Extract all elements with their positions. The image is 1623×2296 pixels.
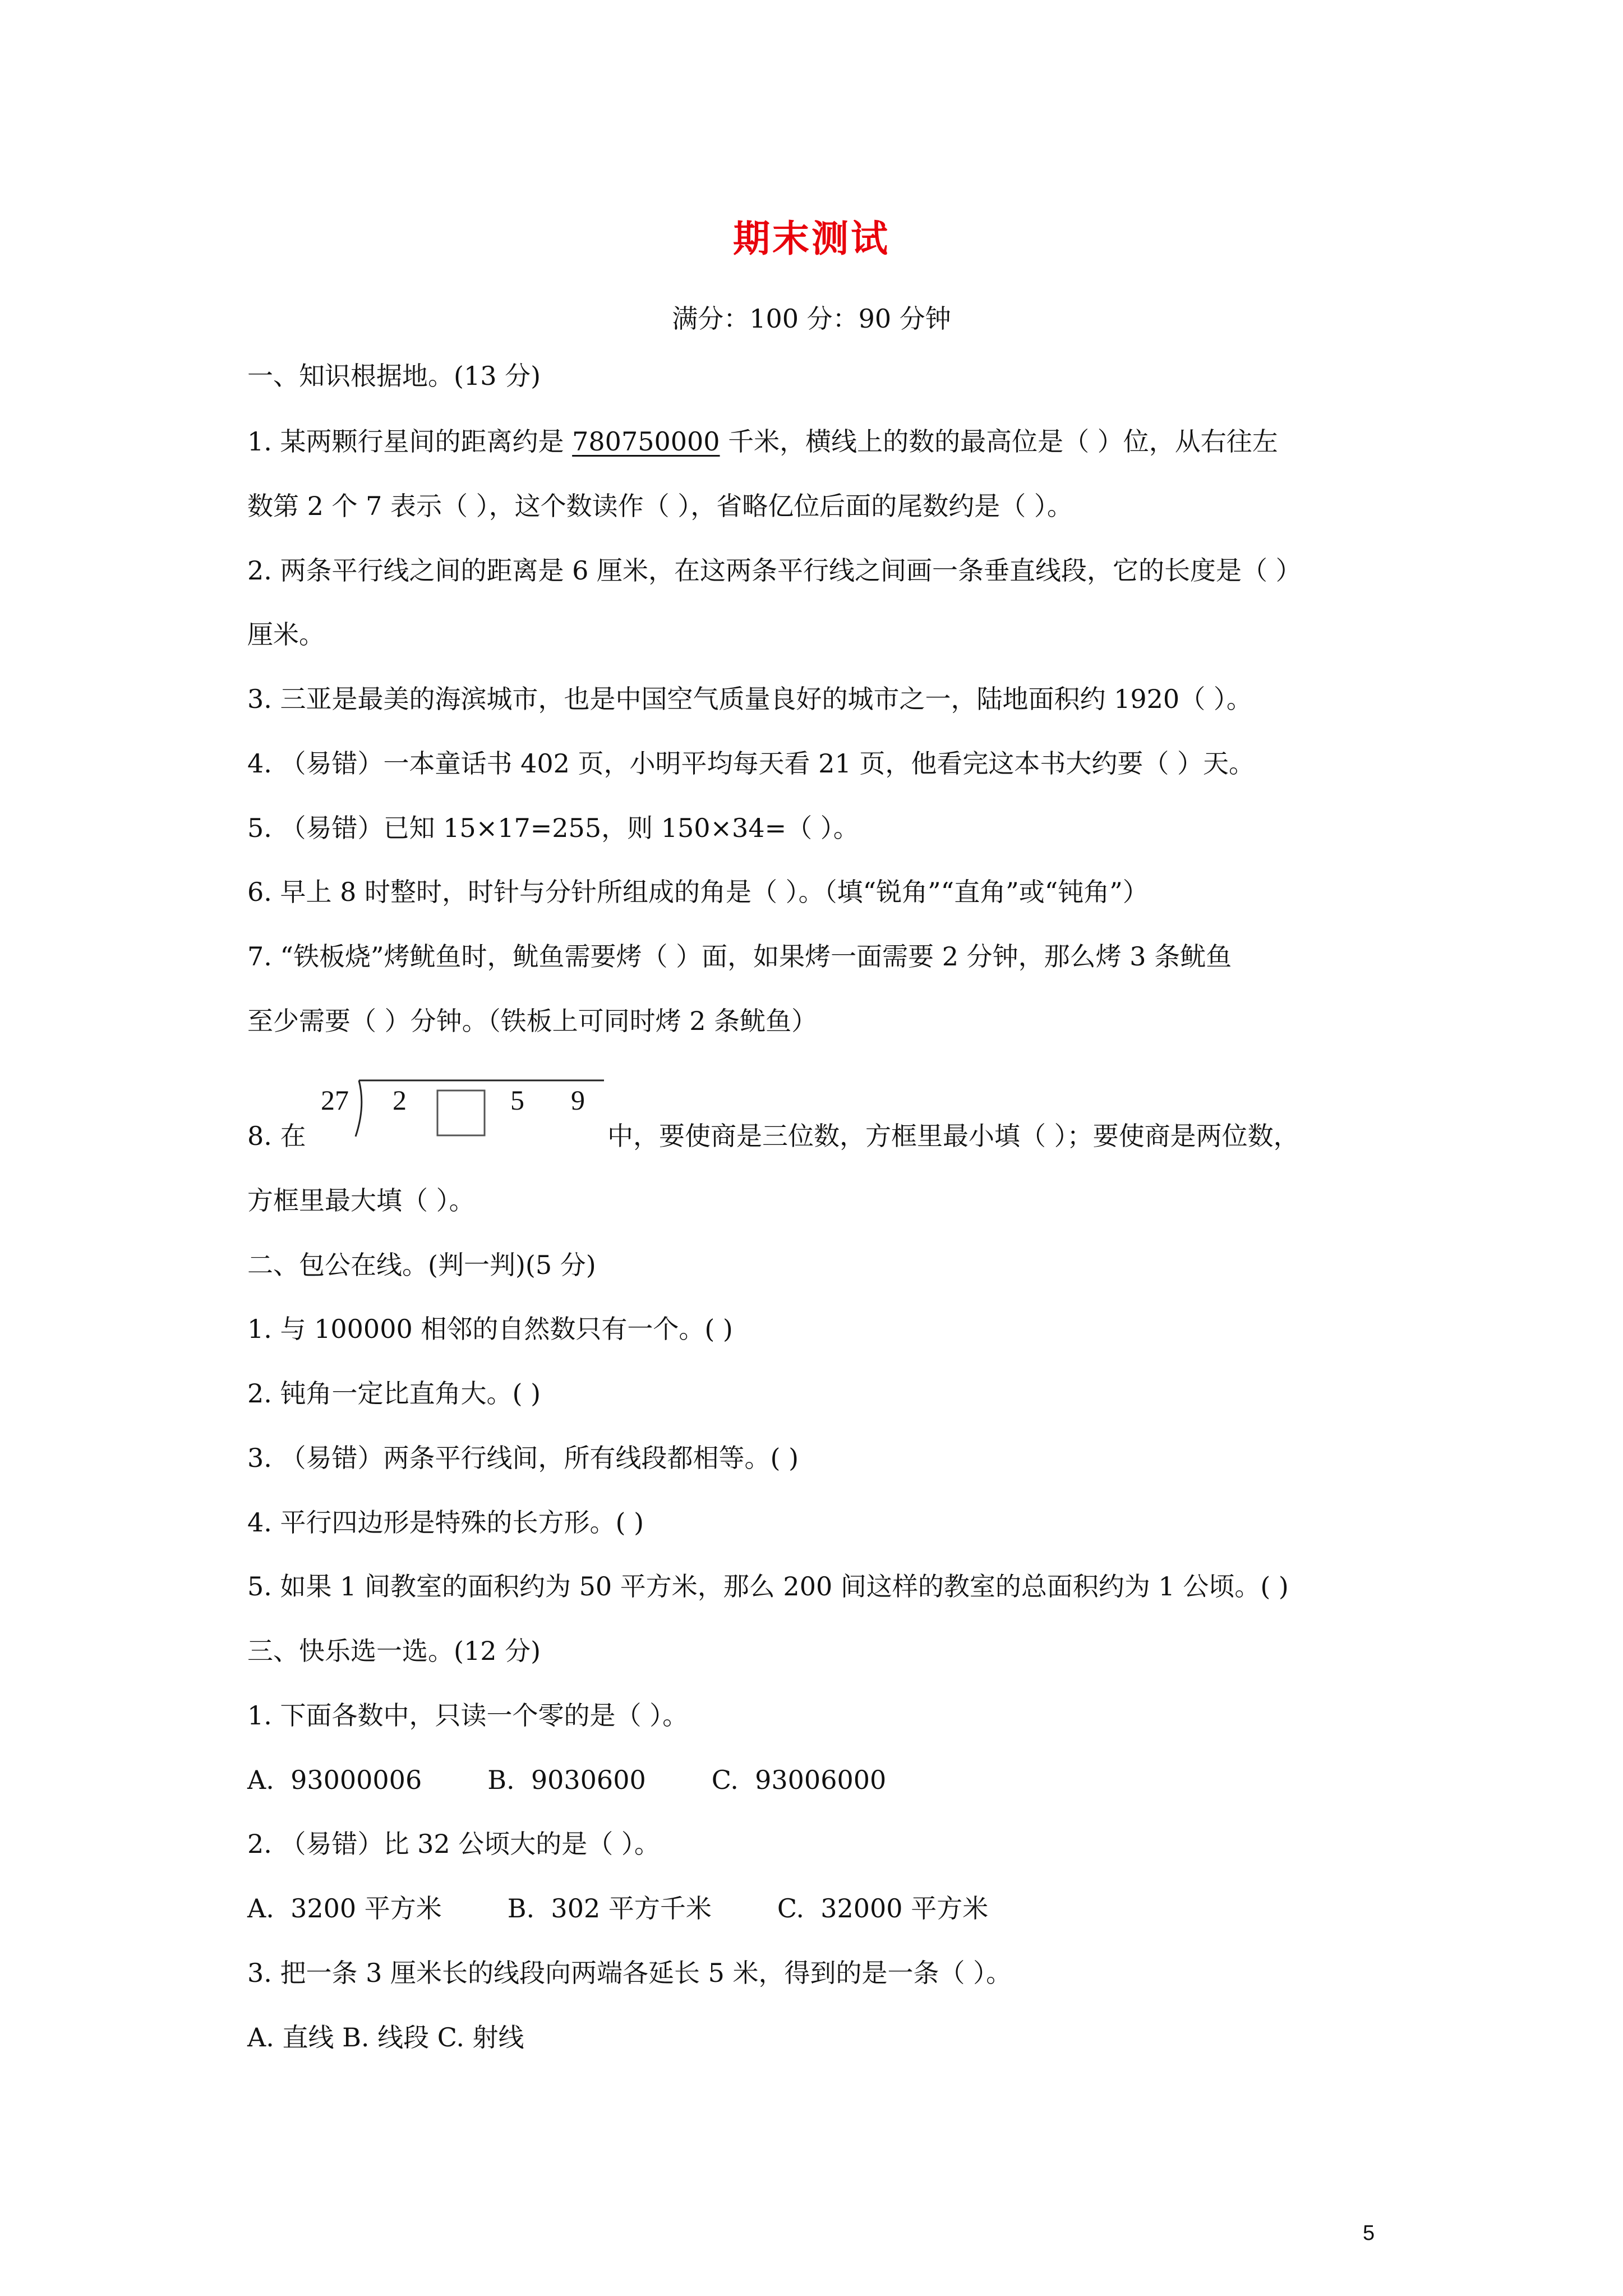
q1-suffix: 千米，横线上的数的最高位是（ ）位，从右往左: [720, 426, 1278, 457]
s1-question-1-line-1: [247, 425, 1414, 458]
exam-subtitle: 满分：100 分：90 分钟: [672, 303, 951, 334]
s1-question-7-line-1: 7. “铁板烧”烤鱿鱼时，鱿鱼需要烤（ ）面，如果烤一面需要 2 分钟，那么烤 3 条鱿鱼: [247, 941, 1232, 972]
s1-question-7-line-2: 至少需要（ ）分钟。（铁板上可同时烤 2 条鱿鱼）: [247, 1006, 818, 1036]
s1-question-1-line-2: 数第 2 个 7 表示（ ），这个数读作（ ），省略亿位后面的尾数约是（ ）。: [247, 491, 1073, 521]
s1-question-3: 3. 三亚是最美的海滨城市，也是中国空气质量良好的城市之一，陆地面积约 1920（ ）。: [247, 684, 1252, 714]
s2-question-4: 4. 平行四边形是特殊的长方形。( ): [247, 1507, 644, 1538]
s3-question-2: 2. （易错）比 32 公顷大的是（ ）。: [247, 1829, 660, 1859]
s2-question-3: 3. （易错）两条平行线间，所有线段都相等。( ): [247, 1443, 799, 1473]
s3-question-3-options: A. 直线 B. 线段 C. 射线: [247, 2022, 524, 2053]
s2-question-2: 2. 钝角一定比直角大。( ): [247, 1378, 541, 1409]
page-number: 5: [1363, 2221, 1375, 2245]
page-title: 期末测试: [733, 217, 890, 260]
s1-question-2-line-1: 2. 两条平行线之间的距离是 6 厘米，在这两条平行线之间画一条垂直线段，它的长度是（ ）: [247, 555, 1302, 586]
s1-question-5: 5. （易错）已知 15×17=255，则 150×34=（ ）。: [247, 813, 859, 843]
s1-question-8-prefix: 8. 在: [247, 1121, 306, 1151]
s1-question-4: 4. （易错）一本童话书 402 页，小明平均每天看 21 页，他看完这本书大约要（ ）天。: [247, 748, 1255, 779]
s1-question-2-line-2: 厘米。: [247, 619, 325, 650]
division-bracket-icon: [321, 1076, 607, 1138]
dividend-digit-1: 2: [393, 1084, 407, 1116]
s1-question-8-suffix: 中，要使商是三位数，方框里最小填（ ）；要使商是两位数，: [607, 1121, 1299, 1151]
s3-question-1-options: A. 93000006 B. 9030600 C. 93006000: [247, 1765, 887, 1795]
section-1-header: 一、知识根据地。(13 分): [247, 361, 541, 391]
s1-question-8-line-2: 方框里最大填（ ）。: [247, 1185, 475, 1216]
dividend-digit-3: 5: [510, 1084, 524, 1116]
s3-question-1: 1. 下面各数中，只读一个零的是（ ）。: [247, 1700, 689, 1731]
s1-question-6: 6. 早上 8 时整时，时针与分针所组成的角是（ ）。（填“锐角”“直角”或“钝角”）: [247, 877, 1149, 907]
s2-question-1: 1. 与 100000 相邻的自然数只有一个。( ): [247, 1314, 733, 1344]
divisor: 27: [321, 1084, 349, 1116]
section-2-header: 二、包公在线。(判一判)(5 分): [247, 1250, 596, 1280]
s2-question-5: 5. 如果 1 间教室的面积约为 50 平方米，那么 200 间这样的教室的总面积约为 1 公顷。( ): [247, 1571, 1289, 1602]
section-3-header: 三、快乐选一选。(12 分): [247, 1636, 541, 1666]
q1-prefix: 1. 某两颗行星间的距离约是: [247, 426, 573, 457]
s3-question-3: 3. 把一条 3 厘米长的线段向两端各延长 5 米，得到的是一条（ ）。: [247, 1958, 1012, 1988]
long-division-figure: [321, 1076, 607, 1138]
underlined-number: 780750000: [572, 426, 720, 457]
blank-box: [437, 1091, 485, 1135]
s3-question-2-options: A. 3200 平方米 B. 302 平方千米 C. 32000 平方米: [247, 1893, 989, 1924]
dividend-digit-4: 9: [571, 1084, 585, 1116]
